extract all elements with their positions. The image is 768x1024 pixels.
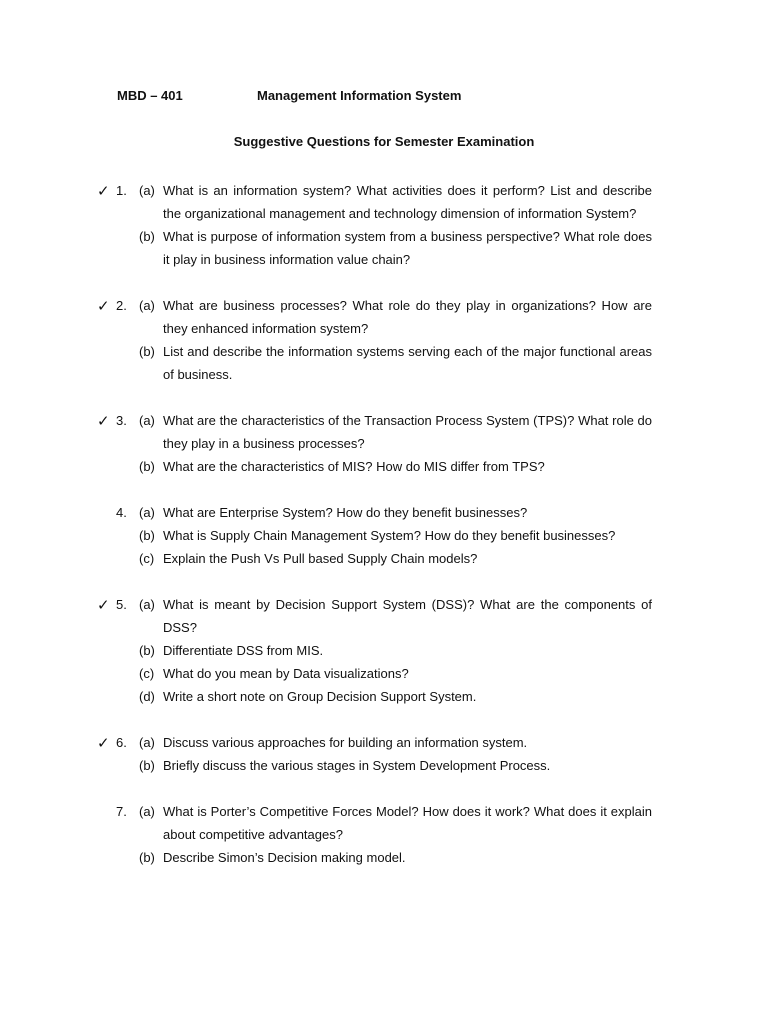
- question-part: [0, 455, 652, 478]
- part-text: Explain the Push Vs Pull based Supply Chain models?: [163, 551, 478, 566]
- question-number: 7.: [116, 804, 127, 819]
- question-item: [0, 593, 768, 708]
- part-text: What is meant by Decision Support System (DSS)? What are the components of DSS?: [163, 597, 652, 635]
- check-mark-icon: ✓: [97, 297, 110, 315]
- check-mark-icon: ✓: [97, 596, 110, 614]
- question-list: [0, 179, 768, 892]
- question-number: 2.: [116, 298, 127, 313]
- question-part: [0, 179, 652, 225]
- part-text: What is an information system? What activities does it perform? List and describe the organizational management and technology dimension of information System?: [163, 183, 652, 221]
- part-text: What are business processes? What role do they play in organizations? How are they enhanced information system?: [163, 298, 652, 336]
- question-part: [0, 294, 652, 340]
- question-part: [0, 340, 652, 386]
- part-label: (b): [139, 528, 155, 543]
- part-label: (a): [139, 597, 155, 612]
- document-subtitle: Suggestive Questions for Semester Examination: [233, 134, 535, 149]
- part-label: (a): [139, 298, 155, 313]
- part-label: (d): [139, 689, 155, 704]
- part-text: What is purpose of information system from a business perspective? What role does it play in business information value chain?: [163, 229, 652, 267]
- course-title: Management Information System: [257, 88, 462, 103]
- part-text: List and describe the information systems serving each of the major functional areas of business.: [163, 344, 652, 382]
- part-text: What are the characteristics of the Transaction Process System (TPS)? What role do they play in a business processes?: [163, 413, 652, 451]
- part-label: (a): [139, 804, 155, 819]
- part-text: What do you mean by Data visualizations?: [163, 666, 409, 681]
- part-label: (a): [139, 735, 155, 750]
- check-mark-icon: ✓: [97, 412, 110, 430]
- question-item: [0, 501, 768, 570]
- question-part: [0, 501, 652, 524]
- part-text: Discuss various approaches for building an information system.: [163, 735, 528, 750]
- part-label: (b): [139, 229, 155, 244]
- question-item: [0, 731, 768, 777]
- question-item: [0, 800, 768, 869]
- part-text: Differentiate DSS from MIS.: [163, 643, 324, 658]
- part-label: (b): [139, 459, 155, 474]
- question-number: 1.: [116, 183, 127, 198]
- part-text: What is Porter’s Competitive Forces Model? How does it work? What does it explain about competitive advantages?: [163, 804, 652, 842]
- question-part: [0, 639, 652, 662]
- part-label: (c): [139, 666, 155, 681]
- question-part: [0, 225, 652, 271]
- question-number: 3.: [116, 413, 127, 428]
- question-part: [0, 409, 652, 455]
- course-code: MBD – 401: [117, 88, 183, 103]
- question-part: [0, 593, 652, 639]
- question-item: [0, 409, 768, 478]
- part-text: What is Supply Chain Management System? How do they benefit businesses?: [163, 528, 616, 543]
- question-number: 6.: [116, 735, 127, 750]
- part-text: What are Enterprise System? How do they benefit businesses?: [163, 505, 528, 520]
- part-label: (a): [139, 413, 155, 428]
- check-mark-icon: ✓: [97, 734, 110, 752]
- question-part: [0, 524, 652, 547]
- part-label: (b): [139, 643, 155, 658]
- question-part: [0, 731, 652, 754]
- part-label: (b): [139, 758, 155, 773]
- part-label: (c): [139, 551, 155, 566]
- question-part: [0, 800, 652, 846]
- part-text: Briefly discuss the various stages in System Development Process.: [163, 758, 551, 773]
- part-label: (b): [139, 344, 155, 359]
- question-part: [0, 754, 652, 777]
- part-label: (b): [139, 850, 155, 865]
- question-item: [0, 179, 768, 271]
- question-number: 4.: [116, 505, 127, 520]
- document-header: [117, 87, 461, 105]
- part-text: Write a short note on Group Decision Support System.: [163, 689, 477, 704]
- part-text: What are the characteristics of MIS? How do MIS differ from TPS?: [163, 459, 545, 474]
- check-mark-icon: ✓: [97, 182, 110, 200]
- question-part: [0, 685, 652, 708]
- question-number: 5.: [116, 597, 127, 612]
- part-label: (a): [139, 505, 155, 520]
- question-part: [0, 547, 652, 570]
- part-label: (a): [139, 183, 155, 198]
- question-part: [0, 662, 652, 685]
- part-text: Describe Simon’s Decision making model.: [163, 850, 406, 865]
- question-item: [0, 294, 768, 386]
- question-part: [0, 846, 652, 869]
